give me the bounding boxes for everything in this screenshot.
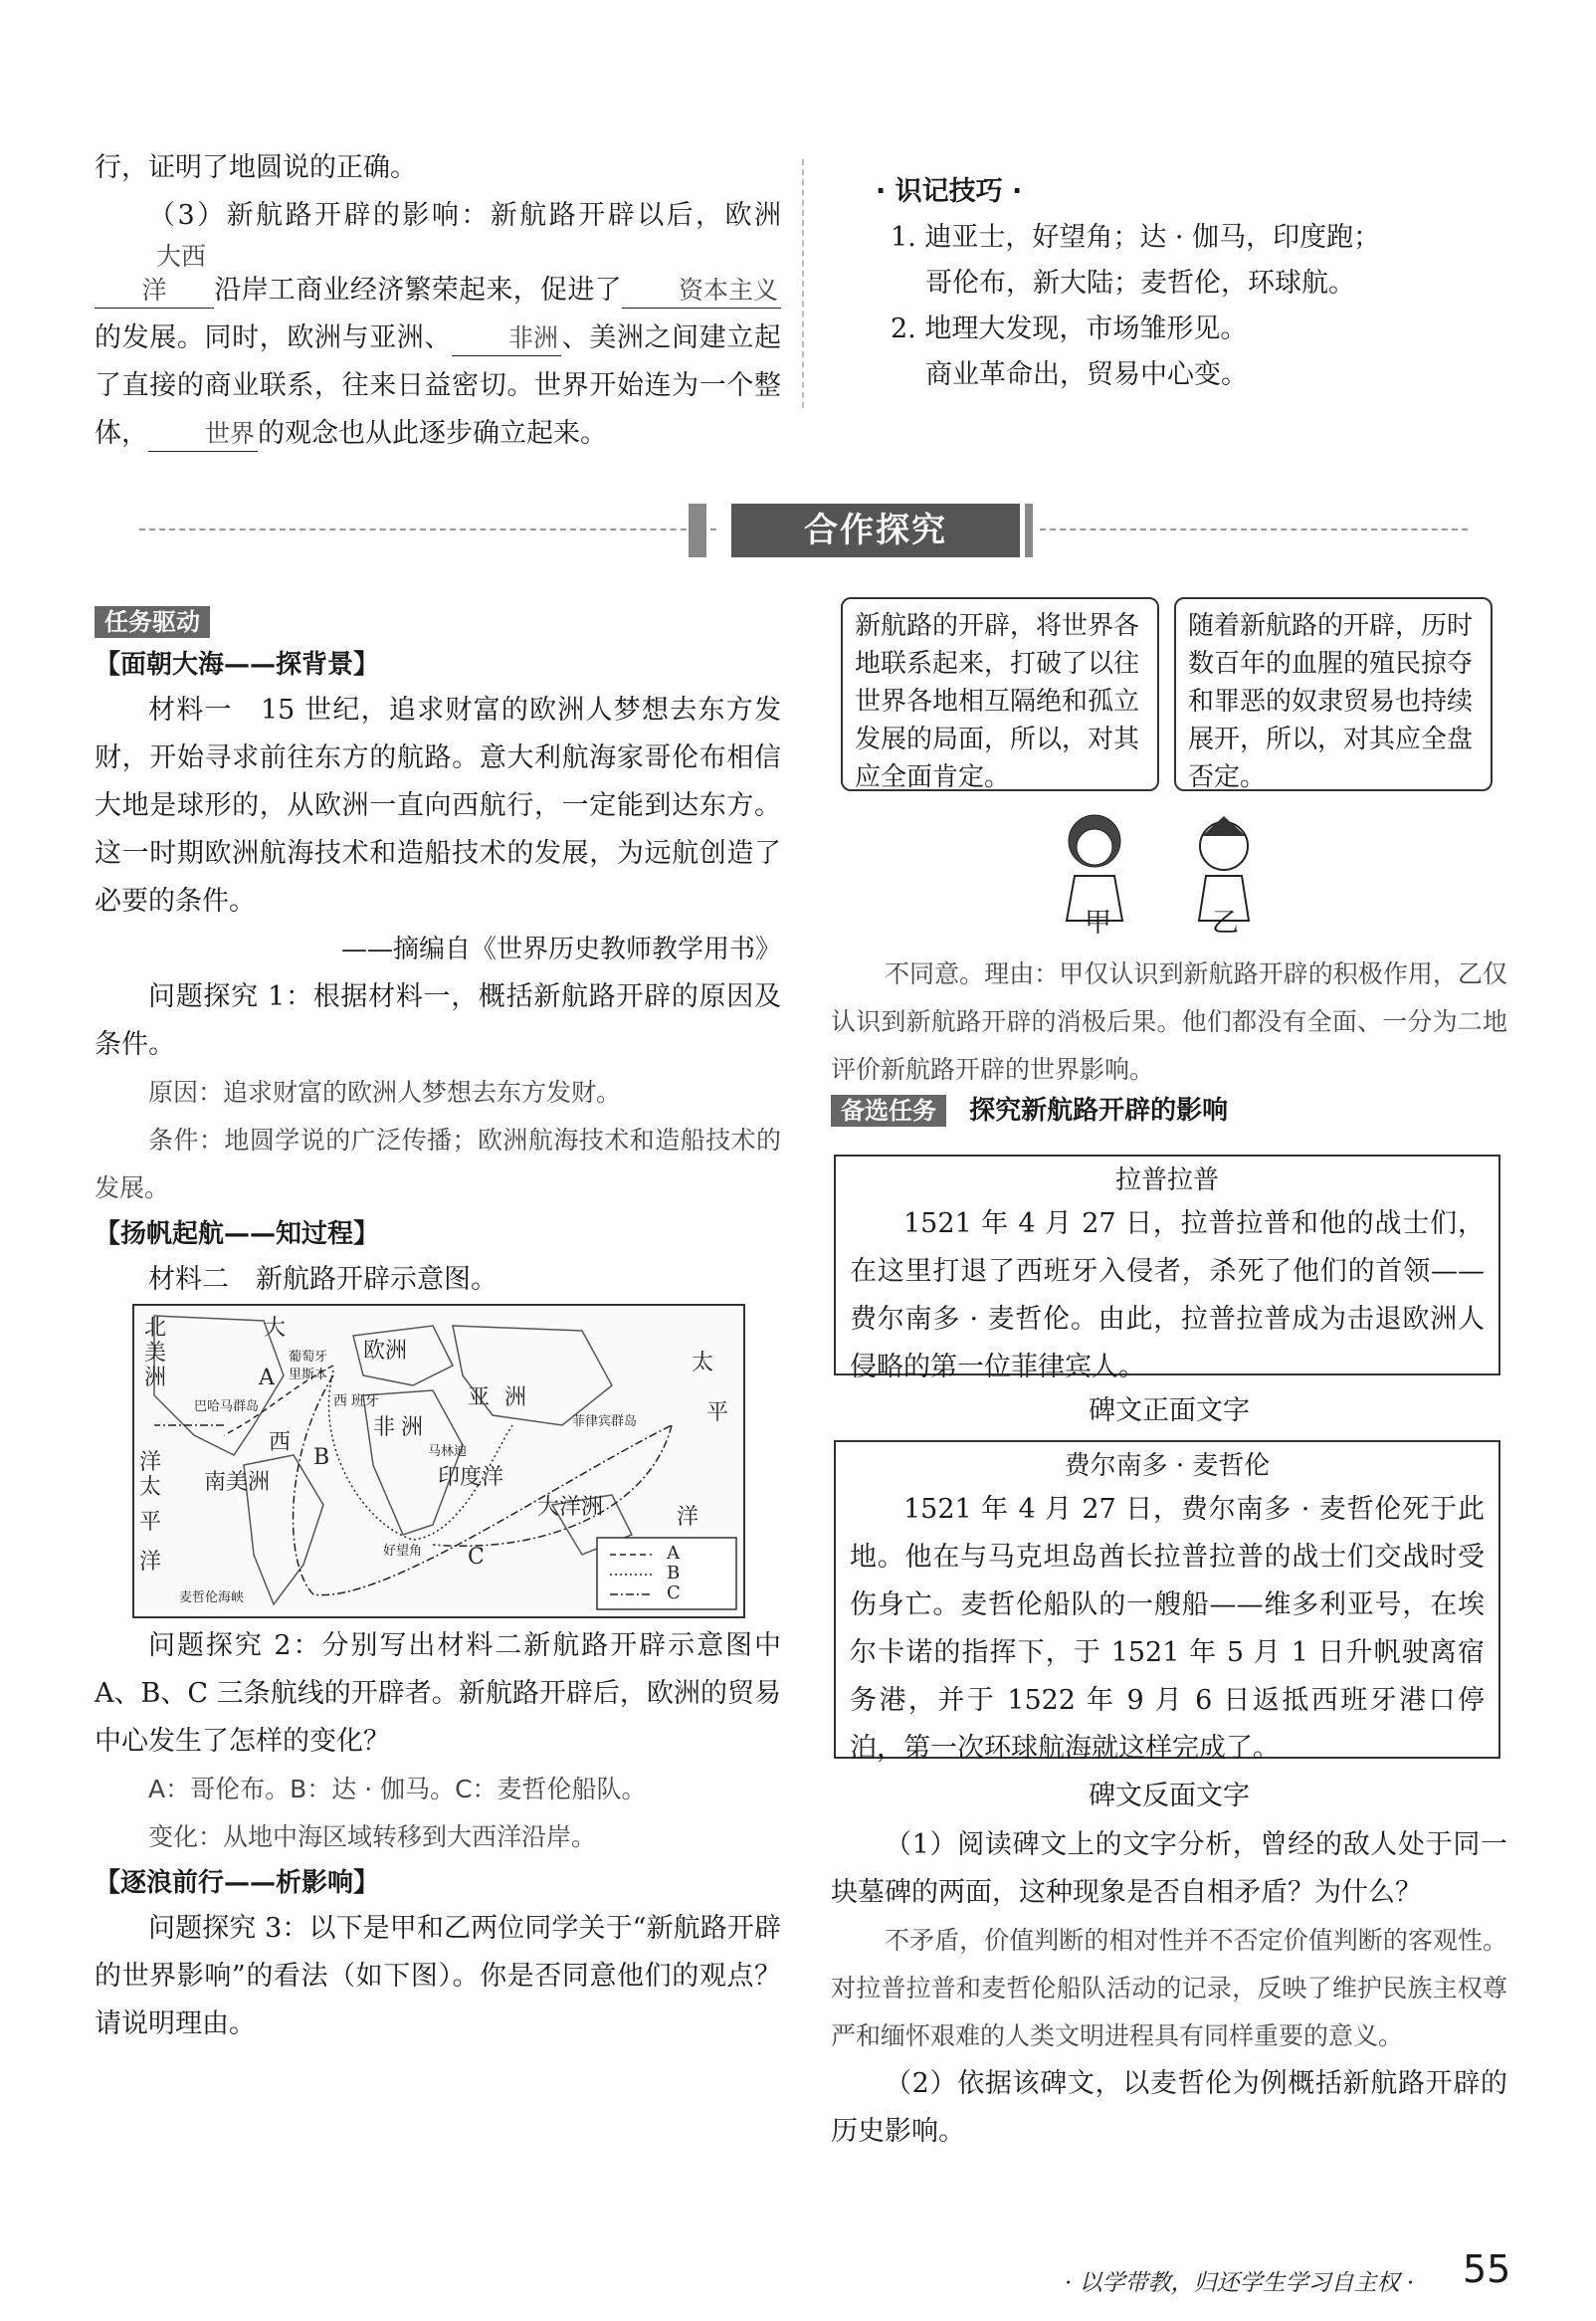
memory-line-1: 1. 迪亚士，好望角；达 · 伽马，印度跑；	[891, 222, 1381, 253]
box2-text: 1521 年 4 月 27 日，费尔南多 · 麦哲伦死于此地。他在与马克坦岛酋长拉普拉普的战士们交战时受伤身亡。麦哲伦船队的一艘船——维多利亚号，在埃尔卡诺的指挥下，于 1521 年 5 月 1 日升帆驶离宿务港，并于 1522 年 9 月 6 日返抵西班牙港口停泊，第一次环球航海就这样完成了。	[850, 1494, 1485, 1764]
question-2: 问题探究 2：分别写出材料二新航路开辟示意图中 A、B、C 三条航线的开辟者。新航路开辟后，欧洲的贸易中心发生了怎样的变化？	[95, 1630, 781, 1757]
impact-text-a: （3）新航路开辟的影响：新航路开辟以后，欧洲	[148, 200, 781, 231]
map-label: 平	[706, 1400, 729, 1425]
map-label: 洲	[504, 1385, 527, 1410]
impact-text-b: 沿岸工商业经济繁荣起来，促进了	[214, 275, 622, 306]
map-label: 菲律宾群岛	[572, 1414, 638, 1429]
banner-line-right	[1040, 528, 1468, 530]
material-two: 材料二 新航路开辟示意图。	[148, 1264, 498, 1295]
answer-2-change: 变化：从地中海区域转移到大西洋沿岸。	[148, 1822, 597, 1851]
map-label: C	[468, 1545, 485, 1570]
caption-front: 碑文正面文字	[1089, 1395, 1250, 1426]
map-label: 西	[333, 1393, 347, 1409]
box1-text: 1521 年 4 月 27 日，拉普拉普和他的战士们，在这里打退了西班牙入侵者，杀死了他们的首领——费尔南多 · 麦哲伦。由此，拉普拉普成为击退欧洲人侵略的第一位菲律宾人。	[850, 1208, 1485, 1382]
memory-title: · 识记技巧 ·	[876, 176, 1023, 207]
footer-slogan: · 以学带教，归还学生学习自主权 ·	[1065, 2270, 1415, 2296]
answer-2-routes: A：哥伦布。B：达 · 伽马。C：麦哲伦船队。	[148, 1775, 647, 1803]
impact-text-e: 的观念也从此逐步确立起来。	[258, 418, 607, 449]
banner-line-left	[139, 528, 716, 530]
label-jia: 甲	[1085, 908, 1111, 939]
memory-line-4: 商业革命出，贸易中心变。	[925, 359, 1248, 390]
box1-title: 拉普拉普	[1114, 1165, 1219, 1195]
map-label: 印度洋	[438, 1465, 504, 1490]
material-one: 材料一 15 世纪，追求财富的欧洲人梦想去东方发财，开始寻求前往东方的航路。意大利航海家哥伦布相信大地是球形的，从欧洲一直向西航行，一定能到达东方。这一时期欧洲航海技术和造船技术的发展，为远航创造了必要的条件。	[95, 695, 781, 917]
map-label: 麦哲伦海峡	[179, 1590, 245, 1605]
legend-a: A	[667, 1543, 680, 1564]
inscription-back-box	[834, 1440, 1500, 1764]
left-column	[95, 602, 781, 1304]
top-left-block	[95, 144, 781, 458]
question-4: （1）阅读碑文上的文字分析，曾经的敌人处于同一块墓碑的两面，这种现象是否自相矛盾？为什么？	[831, 1829, 1507, 1908]
impact-text-d: 、美洲之间建立起了直接的商业联系，往来日益密切。世界开始连为一个整体，	[95, 322, 781, 449]
heading-process: 【扬帆起航——知过程】	[95, 1219, 380, 1249]
memory-line-3: 2. 地理大发现，市场雏形见。	[891, 314, 1248, 344]
answer-1-reason: 原因：追求财富的欧洲人梦想去东方发财。	[148, 1078, 622, 1107]
map-label: 洋	[139, 1450, 162, 1475]
box2-title: 费尔南多 · 麦哲伦	[1064, 1451, 1271, 1481]
legend-b: B	[667, 1563, 681, 1583]
new-routes-map	[132, 1304, 745, 1618]
page-number: 55	[1463, 2247, 1511, 2291]
impact-paragraph	[95, 192, 781, 458]
question-5: （2）依据该碑文，以麦哲伦为例概括新航路开辟的历史影响。	[831, 2068, 1507, 2147]
blank-capitalism: 资本主义	[622, 274, 781, 309]
map-label: 西	[269, 1430, 292, 1455]
blank-atlantic: 大西洋	[95, 240, 214, 309]
left-column-lower	[95, 1622, 781, 2048]
answer-3: 不同意。理由：甲仅认识到新航路开辟的积极作用，乙仅认识到新航路开辟的消极后果。他们都没有全面、一分为二地评价新航路开辟的世界影响。	[831, 959, 1507, 1084]
speech-bubble-jia: 新航路的开辟，将世界各地联系起来，打破了以往世界各地相互隔绝和孤立发展的局面，所以，对其应全面肯定。	[841, 597, 1159, 791]
map-label: 洋	[677, 1505, 699, 1530]
map-label: B	[313, 1445, 330, 1470]
map-label: 欧洲	[363, 1339, 408, 1364]
question-1: 问题探究 1：根据材料一，概括新航路开辟的原因及条件。	[95, 981, 781, 1060]
map-label: 洋	[139, 1550, 162, 1575]
map-label: 大	[264, 1316, 287, 1341]
map-label: 亚	[468, 1385, 491, 1410]
map-label: 洲	[144, 1366, 167, 1390]
memory-tips	[876, 169, 1493, 398]
banner-deco-right	[1025, 504, 1033, 557]
map-label: 非	[373, 1415, 396, 1440]
optional-task-header	[831, 1090, 1507, 1127]
legend-c: C	[667, 1582, 681, 1603]
caption-back: 碑文反面文字	[1089, 1781, 1250, 1811]
map-label: 太	[692, 1351, 714, 1375]
map-label: 班牙	[351, 1393, 379, 1409]
column-divider	[802, 159, 804, 408]
inscription-front-box	[834, 1155, 1500, 1382]
question-3: 问题探究 3：以下是甲和乙两位同学关于“新航路开辟的世界影响”的看法（如下图）。你是否同意他们的观点？请说明理由。	[95, 1913, 781, 2039]
heading-background: 【面朝大海——探背景】	[95, 650, 380, 680]
memory-line-2: 哥伦布，新大陆；麦哲伦，环球航。	[925, 268, 1355, 299]
speech-bubble-yi: 随着新航路的开辟，历时数百年的血腥的殖民掠夺和罪恶的奴隶贸易也持续展开，所以，对其应全盘否定。	[1174, 597, 1493, 791]
impact-text-c: 的发展。同时，欧洲与亚洲、	[95, 322, 453, 353]
map-label: 洲	[401, 1415, 424, 1440]
map-label: 里斯本	[289, 1368, 328, 1382]
section-title: 合作探究	[731, 504, 1020, 557]
map-label: 葡萄牙	[289, 1350, 328, 1365]
answer-4: 不矛盾，价值判断的相对性并不否定价值判断的客观性。对拉普拉普和麦哲伦船队活动的记录，反映了维护民族主权尊严和缅怀艰难的人类文明进程具有同样重要的意义。	[831, 1926, 1507, 2050]
map-label: 好望角	[383, 1544, 423, 1559]
map-label: 大洋洲	[537, 1495, 604, 1520]
right-questions	[831, 1821, 1507, 2156]
optional-task-tag: 备选任务	[831, 1095, 946, 1127]
material-one-source: ——摘编自《世界历史教师教学用书》	[340, 935, 781, 964]
banner-deco-left	[689, 504, 706, 557]
heading-impact: 【逐浪前行——析影响】	[95, 1868, 380, 1898]
blank-world: 世界	[148, 417, 258, 452]
map-label: 北	[144, 1316, 167, 1341]
map-label: A	[259, 1366, 275, 1390]
right-answer-3	[831, 950, 1507, 1094]
map-label: 美	[144, 1341, 167, 1366]
label-yi: 乙	[1212, 908, 1239, 939]
top-line1: 行，证明了地圆说的正确。	[95, 152, 417, 183]
blank-africa: 非洲	[452, 321, 561, 356]
map-label: 南美洲	[204, 1470, 271, 1495]
task-tag: 任务驱动	[95, 606, 210, 638]
map-label: 太	[139, 1475, 162, 1500]
map-label: 平	[139, 1510, 162, 1535]
map-label: 巴哈马群岛	[194, 1399, 260, 1414]
answer-1-condition: 条件：地圆学说的广泛传播；欧洲航海技术和造船技术的发展。	[95, 1126, 781, 1202]
map-label: 马林迪	[428, 1444, 468, 1459]
students-illustration	[1035, 791, 1333, 941]
optional-task-title: 探究新航路开辟的影响	[969, 1096, 1229, 1126]
